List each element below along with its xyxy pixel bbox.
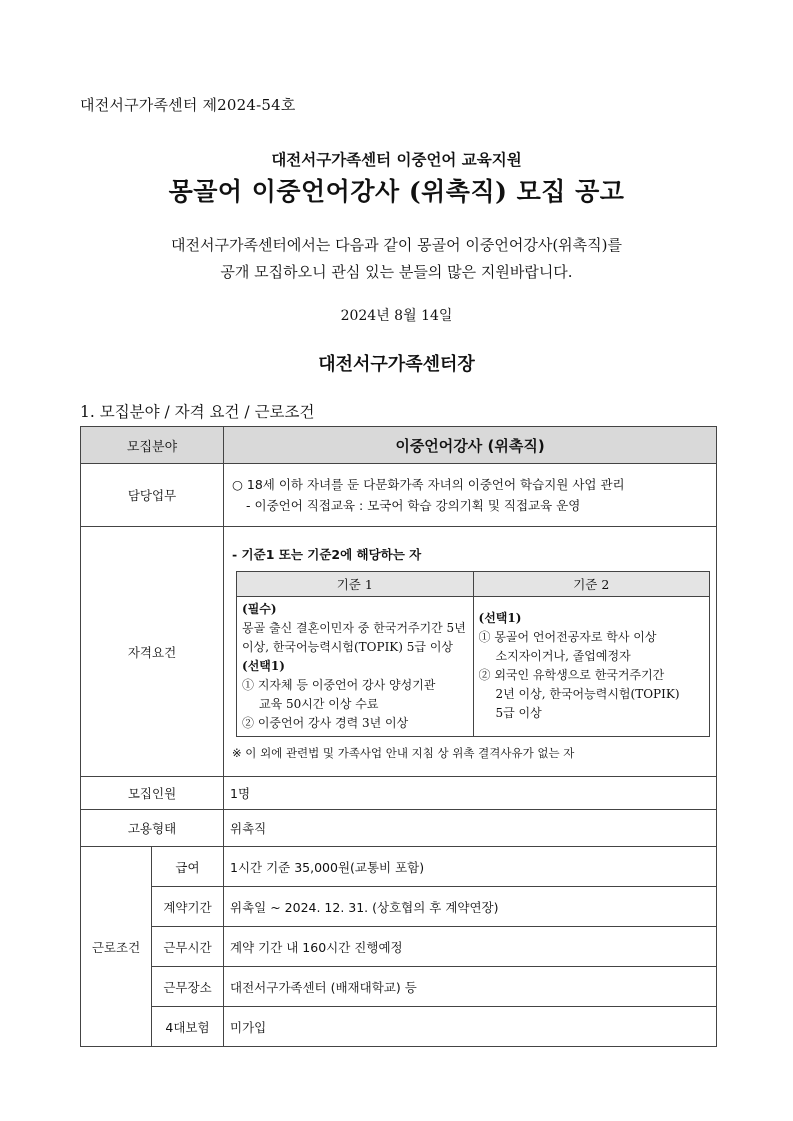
condition-value: 1시간 기준 35,000원(교통비 포함) [224,847,717,887]
signer-name: 대전서구가족센터장 [318,354,475,375]
qualification-content [224,527,717,777]
condition-label: 급여 [152,847,224,887]
condition-row [81,927,717,967]
employment-type-value: 위촉직 [224,810,717,847]
criteria-1-item-2: ② 이중언어 강사 경력 3년 이상 [242,715,409,730]
qualification-row [81,527,717,777]
header-field-value: 이중언어강사 (위촉직) [224,427,717,464]
headcount-row [81,777,717,810]
criteria-2-option-tag: (선택1) [478,611,522,625]
condition-value: 미가입 [224,1007,717,1047]
qualification-label: 자격요건 [81,527,224,777]
condition-value: 계약 기간 내 160시간 진행예정 [224,927,717,967]
headcount-label: 모집인원 [81,777,224,810]
conditions-label: 근로조건 [81,847,152,1047]
notice-date: 2024년 8월 14일 [340,308,453,324]
table-header-row [81,427,717,464]
duty-line-1: ○ 18세 이하 자녀를 둔 다문화가족 자녀의 이중언어 학습지원 사업 관리 [232,477,625,492]
duty-row [81,464,717,527]
criteria-1-body [237,596,474,736]
intro-line-2: 공개 모집하오니 관심 있는 분들의 많은 지원바랍니다. [220,263,573,281]
criteria-1-header: 기준 1 [237,571,474,596]
notice-title: 몽골어 이중언어강사 (위촉직) 모집 공고 [168,177,625,206]
criteria-2-item-2-cont2: 5급 이상 [495,706,542,720]
condition-value: 위촉일 ~ 2024. 12. 31. (상호협의 후 계약연장) [224,887,717,927]
criteria-1-required-text: 몽골 출신 결혼이민자 중 한국거주기간 5년 이상, 한국어능력시험(TOPIK) 5급 이상 [242,620,466,654]
duty-line-2: - 이중언어 직접교육 : 모국어 학습 강의기획 및 직접교육 운영 [246,498,581,513]
condition-row [81,1007,717,1047]
criteria-2-item-1-cont: 소지자이거나, 졸업예정자 [495,649,631,663]
qualification-heading: - 기준1 또는 기준2에 해당하는 자 [232,546,422,562]
condition-value: 대전서구가족센터 (배재대학교) 등 [224,967,717,1007]
duty-content [224,464,717,527]
condition-row [81,967,717,1007]
criteria-2-body [473,596,710,736]
criteria-2-header: 기준 2 [473,571,710,596]
intro-paragraph [0,232,793,286]
criteria-1-option-tag: (선택1) [242,658,285,673]
condition-label: 근무장소 [152,967,224,1007]
section-1-title: 1. 모집분야 / 자격 요건 / 근로조건 [80,403,315,421]
document-number: 대전서구가족센터 제2024-54호 [80,96,296,114]
headcount-value: 1명 [224,777,717,810]
employment-type-label: 고용형태 [81,810,224,847]
condition-row [81,847,717,887]
condition-row [81,887,717,927]
intro-line-1: 대전서구가족센터에서는 다음과 같이 몽골어 이중언어강사(위촉직)를 [171,236,622,254]
recruitment-table [80,426,717,1047]
criteria-2-item-1: ① 몽골어 언어전공자로 학사 이상 [478,630,657,644]
qualification-note: ※ 이 외에 관련법 및 가족사업 안내 지침 상 위촉 결격사유가 없는 자 [232,745,575,760]
employment-type-row [81,810,717,847]
criteria-table [236,571,710,737]
criteria-1-item-1-cont: 교육 50시간 이상 수료 [259,696,379,711]
condition-label: 4대보험 [152,1007,224,1047]
criteria-1-item-1: ① 지자체 등 이중언어 강사 양성기관 [242,677,436,692]
header-field-label: 모집분야 [81,427,224,464]
criteria-1-required-tag: (필수) [242,601,277,616]
condition-label: 근무시간 [152,927,224,967]
duty-label: 담당업무 [81,464,224,527]
notice-subtitle: 대전서구가족센터 이중언어 교육지원 [271,150,522,169]
criteria-2-item-2-cont: 2년 이상, 한국어능력시험(TOPIK) [495,687,680,701]
condition-label: 계약기간 [152,887,224,927]
criteria-2-item-2: ② 외국인 유학생으로 한국거주기간 [478,668,665,682]
